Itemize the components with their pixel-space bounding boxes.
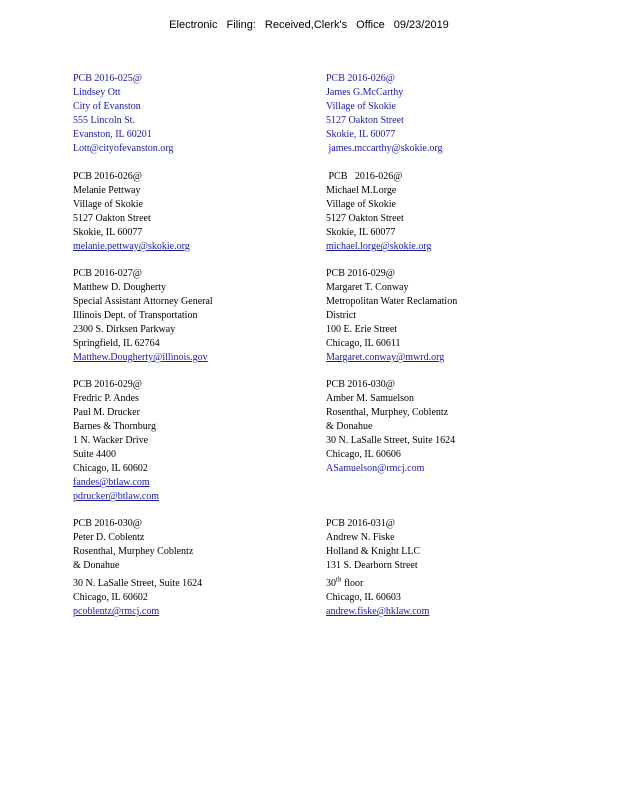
organization-cont: & Donahue xyxy=(326,421,373,432)
street-address: 5127 Oakton Street xyxy=(326,115,404,126)
contact-name: Melanie Pettway xyxy=(73,185,141,196)
contact-name: Fredric P. Andes xyxy=(73,393,139,404)
organization: City of Evanston xyxy=(73,101,141,112)
street-address: 5127 Oakton Street xyxy=(326,213,404,224)
pcb-number: PCB 2016-029@ xyxy=(73,379,142,390)
organization: Metropolitan Water Reclamation xyxy=(326,296,458,307)
contact-name: Margaret T. Conway xyxy=(326,282,409,293)
pcb-number: PCB 2016-025@ xyxy=(73,73,142,84)
city-state-zip: Chicago, IL 60611 xyxy=(326,338,401,349)
email-link[interactable]: fandes@btlaw.com xyxy=(73,477,150,488)
street-address: 1 N. Wacker Drive xyxy=(73,435,149,446)
email-link[interactable]: pcoblentz@rmcj.com xyxy=(73,606,160,617)
contact-entry xyxy=(73,72,353,156)
organization-cont: & Donahue xyxy=(73,560,120,571)
contact-entry xyxy=(73,517,353,619)
pcb-number: PCB 2016-029@ xyxy=(326,268,395,279)
contact-entry xyxy=(326,378,606,476)
organization: Barnes & Thornburg xyxy=(73,421,156,432)
city-state-zip: Skokie, IL 60077 xyxy=(326,129,396,140)
pcb-number: PCB 2016-030@ xyxy=(73,518,142,529)
contact-name: James G.McCarthy xyxy=(326,87,404,98)
contact-name: Paul M. Drucker xyxy=(73,407,140,418)
contact-name: Michael M.Lorge xyxy=(326,185,397,196)
contact-entry xyxy=(73,170,353,254)
city-state-zip: Springfield, IL 62764 xyxy=(73,338,160,349)
contact-name: Peter D. Coblentz xyxy=(73,532,145,543)
city-state-zip: Skokie, IL 60077 xyxy=(73,227,143,238)
email-text: ASamuelson@rmcj.com xyxy=(326,463,425,474)
street-address: 30 N. LaSalle Street, Suite 1624 xyxy=(326,435,456,446)
contact-name: Amber M. Samuelson xyxy=(326,393,415,404)
email-link[interactable]: michael.lorge@skokie.org xyxy=(326,241,432,252)
email-link[interactable]: Matthew.Dougherty@illinois.gov xyxy=(73,352,208,363)
organization: Holland & Knight LLC xyxy=(326,546,421,557)
contact-name: Matthew D. Dougherty xyxy=(73,282,167,293)
organization-cont: District xyxy=(326,310,356,321)
contact-name: Lindsey Ott xyxy=(73,87,121,98)
contact-entry xyxy=(73,267,353,365)
city-state-zip: Chicago, IL 60603 xyxy=(326,592,401,603)
pcb-number: PCB 2016-026@ xyxy=(326,171,403,182)
organization: Village of Skokie xyxy=(326,101,396,112)
email-link[interactable]: andrew.fiske@hklaw.com xyxy=(326,606,430,617)
floor: 30th floor xyxy=(326,575,364,589)
email-link[interactable]: melanie.pettway@skokie.org xyxy=(73,241,190,252)
email-text: james.mccarthy@skokie.org xyxy=(326,143,443,154)
filing-header: Electronic Filing: Received,Clerk's Office 09/23/2019 xyxy=(169,19,449,31)
city-state-zip: Chicago, IL 60606 xyxy=(326,449,401,460)
street-address: 2300 S. Dirksen Parkway xyxy=(73,324,176,335)
city-state-zip: Skokie, IL 60077 xyxy=(326,227,396,238)
pcb-number: PCB 2016-030@ xyxy=(326,379,395,390)
organization: Rosenthal, Murphey Coblentz xyxy=(73,546,194,557)
street-address: 30 N. LaSalle Street, Suite 1624 xyxy=(73,578,203,589)
street-address: 5127 Oakton Street xyxy=(73,213,151,224)
title: Special Assistant Attorney General xyxy=(73,296,213,307)
contact-entry xyxy=(326,267,606,365)
street-address: 100 E. Erie Street xyxy=(326,324,398,335)
street-address: 131 S. Dearborn Street xyxy=(326,560,418,571)
organization: Village of Skokie xyxy=(326,199,396,210)
contact-entry xyxy=(73,378,353,504)
organization: Rosenthal, Murphey, Coblentz xyxy=(326,407,449,418)
pcb-number: PCB 2016-031@ xyxy=(326,518,395,529)
contact-entry xyxy=(326,170,606,254)
contact-entry xyxy=(326,517,606,619)
email-link[interactable]: Margaret.conway@mwrd.org xyxy=(326,352,445,363)
pcb-number: PCB 2016-026@ xyxy=(326,73,395,84)
contact-name: Andrew N. Fiske xyxy=(326,532,395,543)
pcb-number: PCB 2016-027@ xyxy=(73,268,142,279)
email-link[interactable]: pdrucker@btlaw.com xyxy=(73,491,160,502)
contact-entry xyxy=(326,72,606,156)
suite: Suite 4400 xyxy=(73,449,117,460)
email-text: Lott@cityofevanston.org xyxy=(73,143,174,154)
city-state-zip: Chicago, IL 60602 xyxy=(73,463,148,474)
city-state-zip: Chicago, IL 60602 xyxy=(73,592,148,603)
organization: Village of Skokie xyxy=(73,199,143,210)
city-state-zip: Evanston, IL 60201 xyxy=(73,129,152,140)
street-address: 555 Lincoln St. xyxy=(73,115,135,126)
pcb-number: PCB 2016-026@ xyxy=(73,171,142,182)
organization: Illinois Dept. of Transportation xyxy=(73,310,198,321)
